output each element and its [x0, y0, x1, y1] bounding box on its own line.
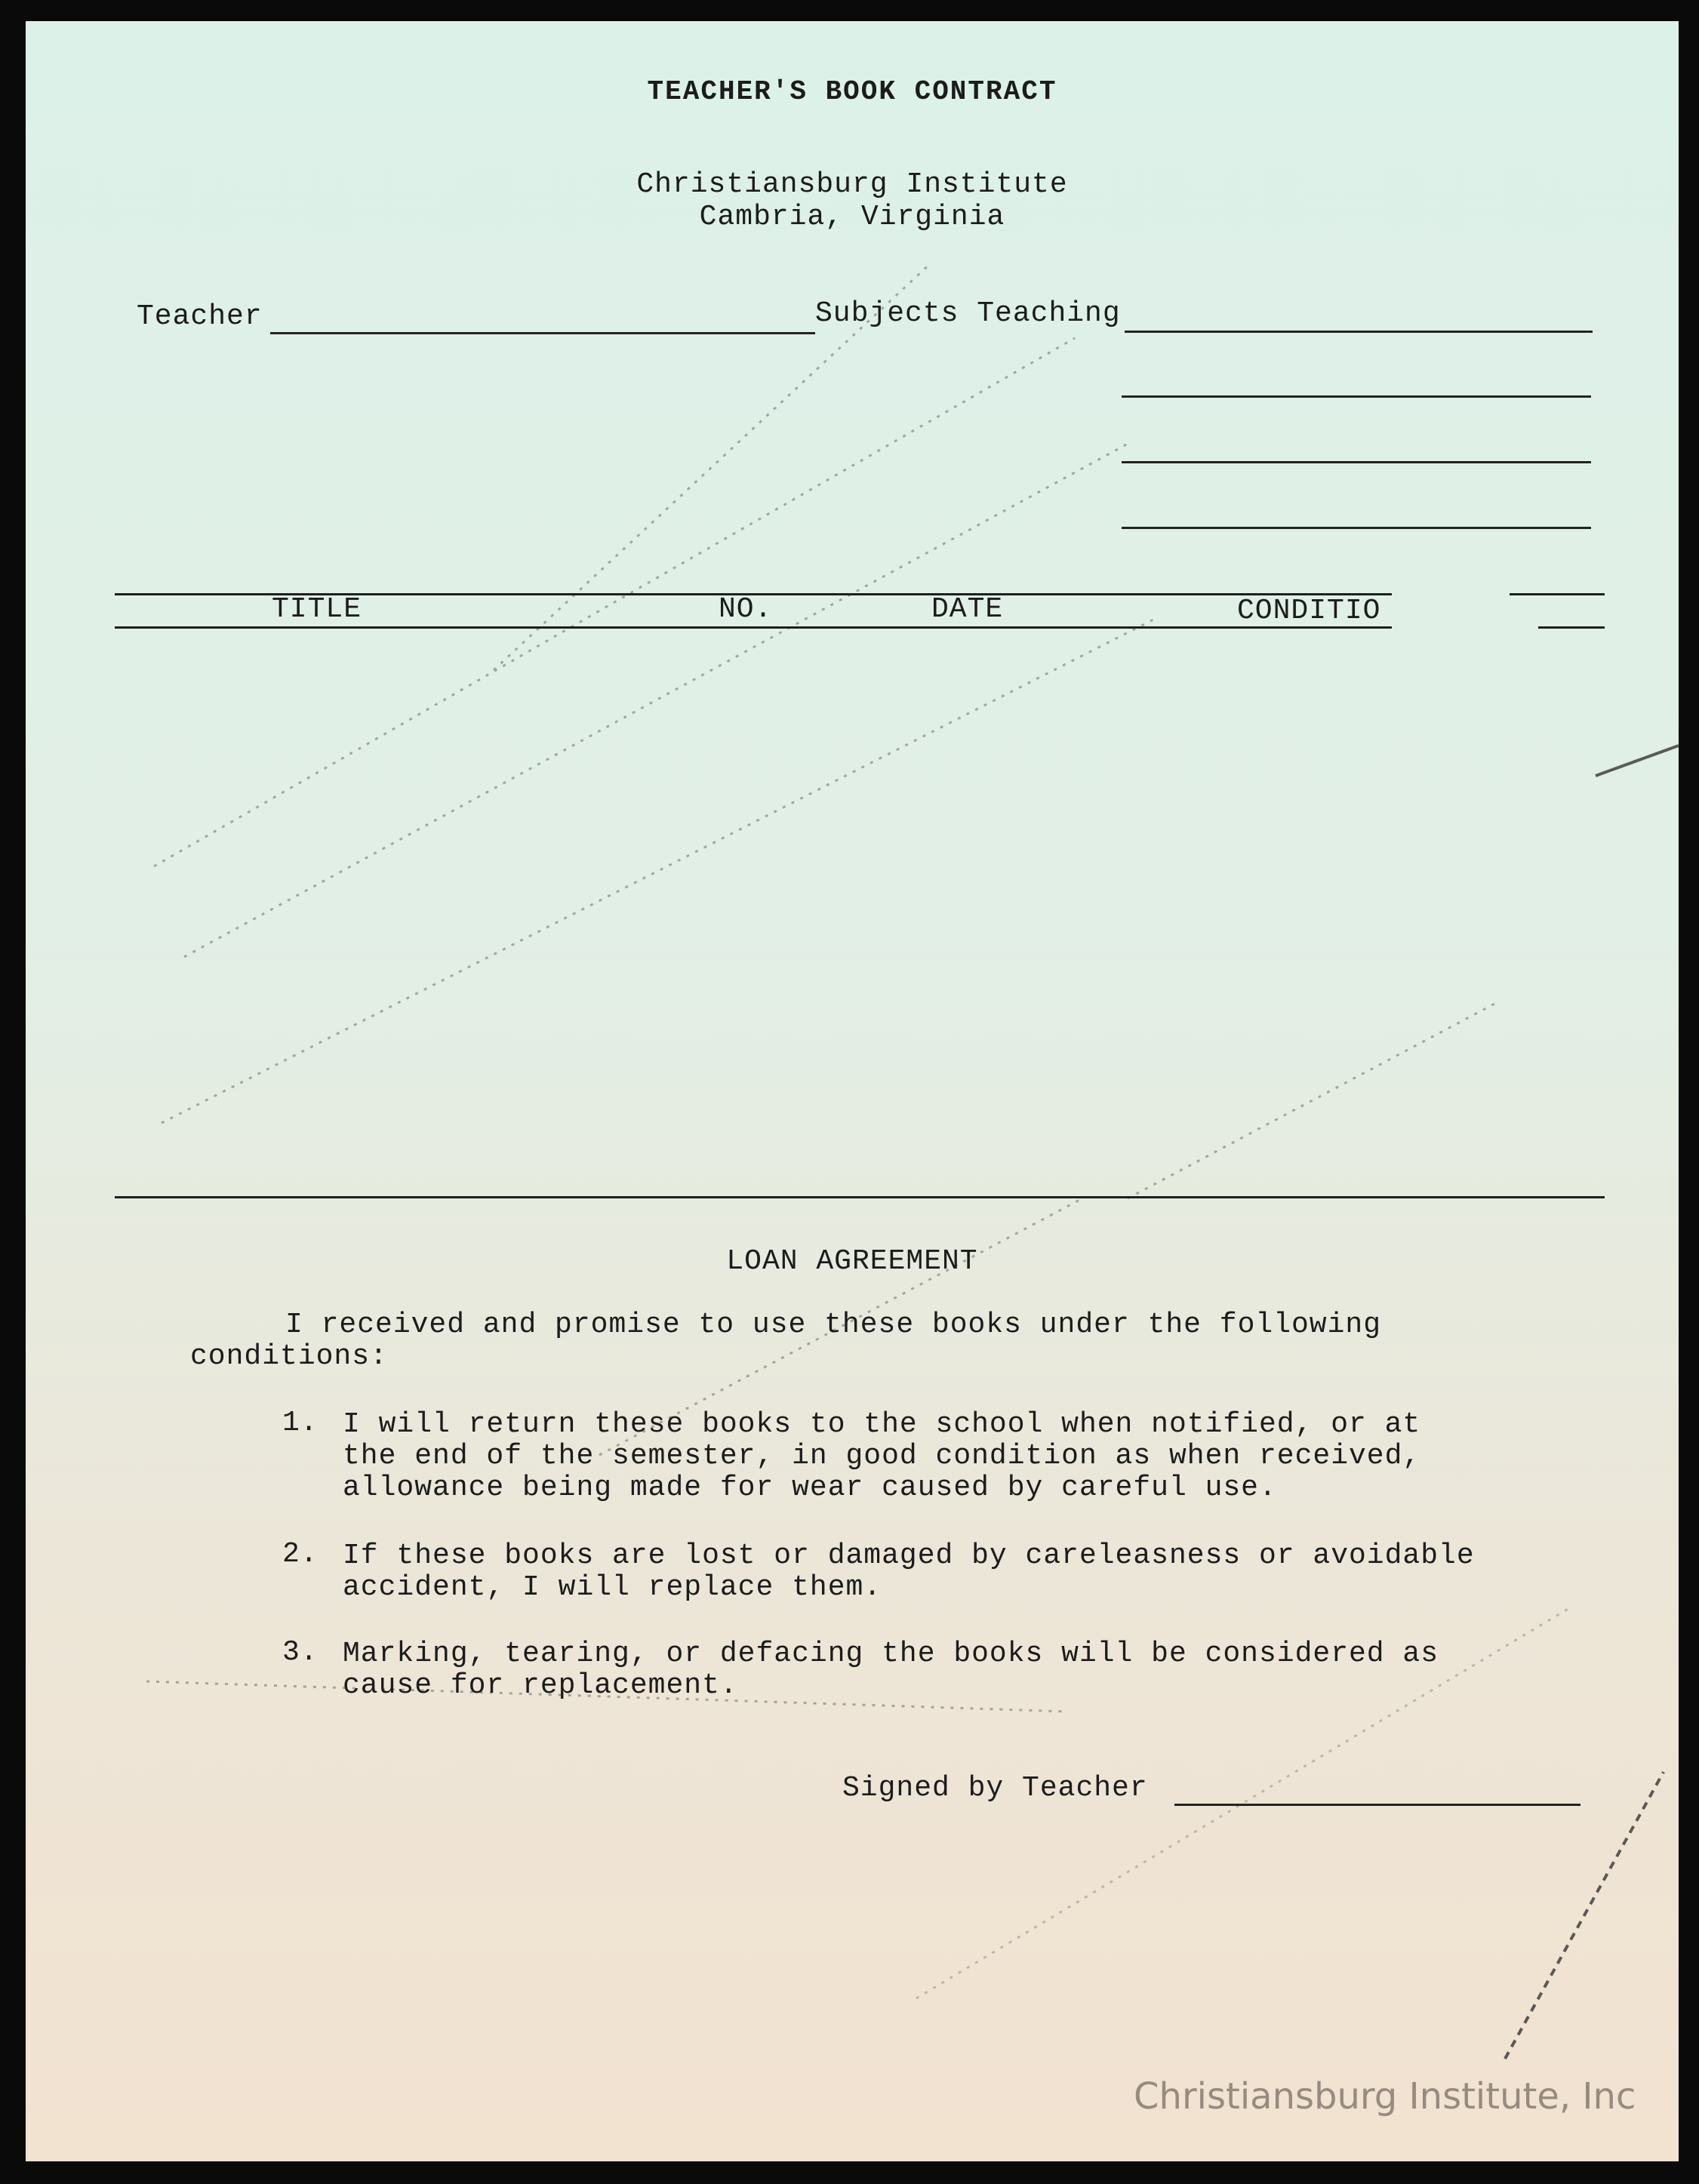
condition-text-line: Marking, tearing, or defacing the books will be considered as — [343, 1638, 1439, 1670]
teacher-label: Teacher — [137, 300, 263, 333]
document-sheet — [26, 21, 1679, 2161]
column-header-no: NO. — [719, 593, 773, 626]
watermark-text: Christiansburg Institute, Inc — [1134, 2075, 1636, 2118]
subjects-field-line-4[interactable] — [1122, 527, 1591, 529]
subjects-field-line-3[interactable] — [1122, 461, 1591, 463]
column-header-date: DATE — [931, 593, 1004, 626]
subjects-field-line-2[interactable] — [1122, 395, 1591, 398]
condition-number: 3. — [282, 1636, 319, 1669]
table-header-bottom-rule — [115, 626, 1392, 629]
column-header-title: TITLE — [272, 593, 362, 626]
loan-agreement-heading: LOAN AGREEMENT — [726, 1245, 978, 1278]
column-header-condition: CONDITIO — [1237, 595, 1381, 627]
teacher-field-line[interactable] — [270, 332, 815, 334]
condition-text-line: accident, I will replace them. — [343, 1571, 882, 1604]
condition-text-line: the end of the semester, in good condition as when received, — [343, 1440, 1421, 1472]
document-heading: TEACHER'S BOOK CONTRACT — [647, 76, 1057, 107]
condition-text-line: I will return these books to the school when notified, or at — [343, 1408, 1421, 1441]
institution-name: Christiansburg Institute — [636, 168, 1068, 201]
condition-text-line: If these books are lost or damaged by careleasness or avoidable — [343, 1540, 1475, 1572]
agreement-intro-line-1: I received and promise to use these books under the following — [285, 1309, 1382, 1341]
condition-number: 2. — [282, 1538, 319, 1570]
condition-text-line: allowance being made for wear caused by careful use. — [343, 1472, 1277, 1504]
institution-location: Cambria, Virginia — [699, 201, 1005, 233]
table-header-top-rule-right — [1510, 593, 1605, 595]
condition-number: 1. — [282, 1407, 319, 1439]
agreement-intro-line-2: conditions: — [190, 1340, 388, 1373]
table-bottom-rule — [115, 1196, 1605, 1198]
signed-by-label: Signed by Teacher — [842, 1772, 1148, 1804]
condition-text-line: cause for replacement. — [343, 1669, 738, 1702]
table-header-bottom-rule-right — [1538, 626, 1605, 629]
subjects-label: Subjects Teaching — [815, 297, 1121, 330]
signature-line[interactable] — [1174, 1804, 1581, 1806]
book-list-area[interactable] — [115, 631, 1605, 1212]
subjects-field-line-1[interactable] — [1125, 331, 1593, 333]
